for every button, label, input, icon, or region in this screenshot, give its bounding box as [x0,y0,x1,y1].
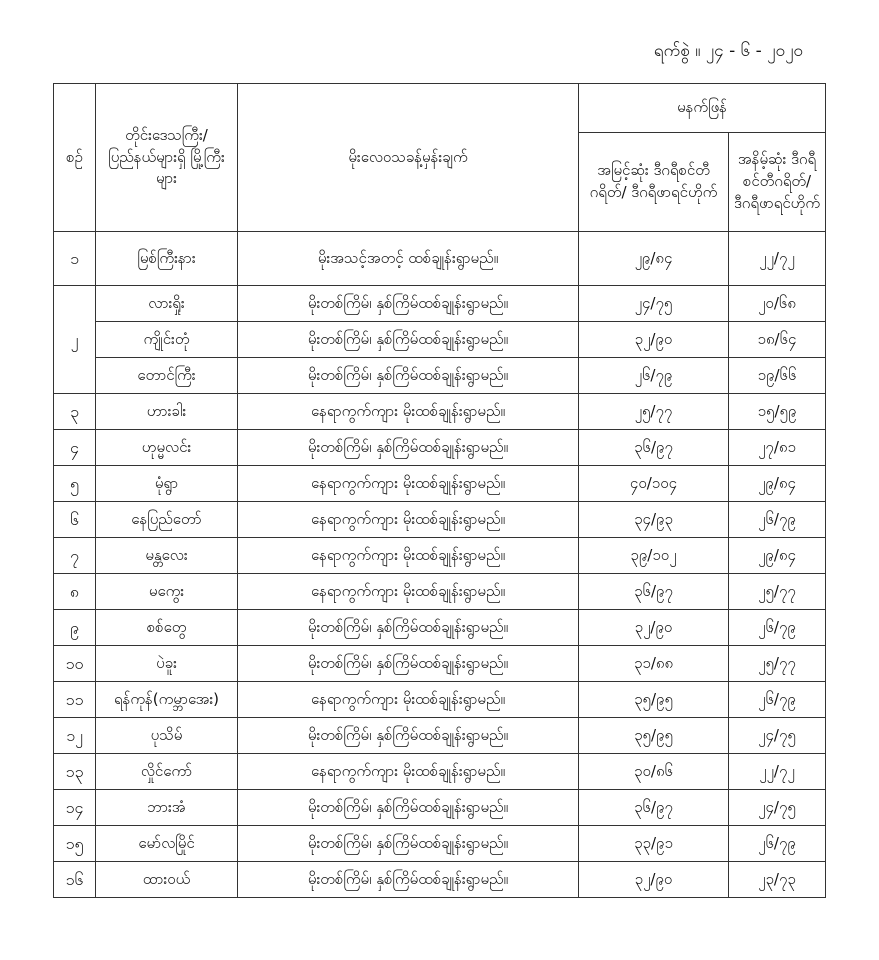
forecast-text: နေရာကွက်ကျား မိုးထစ်ချုန်းရွာမည်။ [238,754,579,790]
table-row [54,358,826,394]
max-temperature: ၃၂/၉၀ [579,322,729,358]
max-temperature: ၃၅/၉၅ [579,718,729,754]
table-row [54,862,826,898]
table-row [54,538,826,574]
row-number: ၁၂ [54,718,96,754]
header-max-temp: အမြင့်ဆုံး ဒီဂရီစင်တီဂရိတ်/ ဒီဂရီဖာရင်ဟိုက် [579,133,729,232]
max-temperature: ၃၄/၉၃ [579,502,729,538]
city-name: စစ်တွေ [96,610,238,646]
header-no: စဉ် [54,84,96,232]
row-number: ၁၅ [54,826,96,862]
min-temperature: ၂၆/၇၉ [729,826,826,862]
max-temperature: ၃၀/၈၆ [579,754,729,790]
row-number: ၅ [54,466,96,502]
city-name: ကျိုင်းတုံ [96,322,238,358]
max-temperature: ၄၀/၁၀၄ [579,466,729,502]
forecast-text: မိုးတစ်ကြိမ်၊ နှစ်ကြိမ်ထစ်ချုန်းရွာမည်။ [238,826,579,862]
max-temperature: ၃၆/၉၇ [579,790,729,826]
city-name: ပုသိမ် [96,718,238,754]
forecast-text: မိုးတစ်ကြိမ်၊ နှစ်ကြိမ်ထစ်ချုန်းရွာမည်။ [238,610,579,646]
min-temperature: ၂၅/၇၇ [729,574,826,610]
row-number: ၁၀ [54,646,96,682]
row-number: ၄ [54,430,96,466]
header-forecast: မိုးလေဝသခန့်မှန်းချက် [238,84,579,232]
table-row [54,610,826,646]
city-name: မန္တလေး [96,538,238,574]
max-temperature: ၃၆/၉၇ [579,574,729,610]
row-number: ၉ [54,610,96,646]
row-number: ၁၁ [54,682,96,718]
forecast-text: နေရာကွက်ကျား မိုးထစ်ချုန်းရွာမည်။ [238,502,579,538]
forecast-text: နေရာကွက်ကျား မိုးထစ်ချုန်းရွာမည်။ [238,682,579,718]
table-row [54,718,826,754]
min-temperature: ၂၆/၇၉ [729,682,826,718]
max-temperature: ၃၆/၉၇ [579,430,729,466]
table-row [54,790,826,826]
city-name: ဘားအံ [96,790,238,826]
min-temperature: ၁၅/၅၉ [729,394,826,430]
max-temperature: ၃၉/၁၀၂ [579,538,729,574]
forecast-text: မိုးအသင့်အတင့် ထစ်ချုန်းရွာမည်။ [238,232,579,286]
forecast-text: နေရာကွက်ကျား မိုးထစ်ချုန်းရွာမည်။ [238,466,579,502]
min-temperature: ၂၄/၇၅ [729,718,826,754]
row-number: ၁၃ [54,754,96,790]
city-name: လှိုင်ကော် [96,754,238,790]
forecast-text: မိုးတစ်ကြိမ်၊ နှစ်ကြိမ်ထစ်ချုန်းရွာမည်။ [238,358,579,394]
forecast-text: မိုးတစ်ကြိမ်၊ နှစ်ကြိမ်ထစ်ချုန်းရွာမည်။ [238,430,579,466]
document-date: ရက်စွဲ ။ ၂၄ - ၆ - ၂၀၂၀ [653,41,803,61]
min-temperature: ၂၄/၇၅ [729,790,826,826]
table-body [54,232,826,898]
forecast-text: နေရာကွက်ကျား မိုးထစ်ချုန်းရွာမည်။ [238,538,579,574]
city-name: မော်လမြိုင် [96,826,238,862]
table-row [54,232,826,286]
city-name: ထားဝယ် [96,862,238,898]
max-temperature: ၂၅/၇၇ [579,394,729,430]
max-temperature: ၂၄/၇၅ [579,286,729,322]
min-temperature: ၂၂/၇၂ [729,754,826,790]
header-city: တိုင်းဒေသကြီး/ ပြည်နယ်များရှိ မြို့ကြီးများ [96,84,238,232]
min-temperature: ၂၉/၈၄ [729,466,826,502]
max-temperature: ၃၂/၉၀ [579,862,729,898]
row-number: ၃ [54,394,96,430]
forecast-text: မိုးတစ်ကြိမ်၊ နှစ်ကြိမ်ထစ်ချုန်းရွာမည်။ [238,790,579,826]
table-row [54,466,826,502]
city-name: ဟုမ္မလင်း [96,430,238,466]
table-row [54,646,826,682]
row-number: ၁ [54,232,96,286]
max-temperature: ၃၃/၉၁ [579,826,729,862]
min-temperature: ၂၆/၇၉ [729,502,826,538]
forecast-text: မိုးတစ်ကြိမ်၊ နှစ်ကြိမ်ထစ်ချုန်းရွာမည်။ [238,718,579,754]
row-number: ၁၄ [54,790,96,826]
forecast-text: မိုးတစ်ကြိမ်၊ နှစ်ကြိမ်ထစ်ချုန်းရွာမည်။ [238,286,579,322]
table-row [54,286,826,322]
table-row [54,574,826,610]
row-number: ၈ [54,574,96,610]
forecast-text: မိုးတစ်ကြိမ်၊ နှစ်ကြိမ်ထစ်ချုန်းရွာမည်။ [238,646,579,682]
max-temperature: ၃၁/၈၈ [579,646,729,682]
max-temperature: ၃၅/၉၅ [579,682,729,718]
table-row [54,430,826,466]
row-number: ၂ [54,286,96,394]
table-row [54,754,826,790]
city-name: မကွေး [96,574,238,610]
table-row [54,394,826,430]
max-temperature: ၃၂/၉၀ [579,610,729,646]
forecast-text: မိုးတစ်ကြိမ်၊ နှစ်ကြိမ်ထစ်ချုန်းရွာမည်။ [238,862,579,898]
forecast-text: နေရာကွက်ကျား မိုးထစ်ချုန်းရွာမည်။ [238,394,579,430]
city-name: မြစ်ကြီးနား [96,232,238,286]
weather-forecast-table [53,83,826,898]
min-temperature: ၂၂/၇၂ [729,232,826,286]
row-number: ၇ [54,538,96,574]
min-temperature: ၂၉/၈၄ [729,538,826,574]
min-temperature: ၂၃/၇၃ [729,862,826,898]
min-temperature: ၁၉/၆၆ [729,358,826,394]
table-row [54,322,826,358]
min-temperature: ၂၇/၈၁ [729,430,826,466]
min-temperature: ၂၅/၇၇ [729,646,826,682]
city-name: မုံရွာ [96,466,238,502]
row-number: ၁၆ [54,862,96,898]
min-temperature: ၂၆/၇၉ [729,610,826,646]
city-name: ရန်ကုန်(ကမ္ဘာအေး) [96,682,238,718]
city-name: တောင်ကြီး [96,358,238,394]
max-temperature: ၂၉/၈၄ [579,232,729,286]
min-temperature: ၁၈/၆၄ [729,322,826,358]
table-row [54,682,826,718]
table-row [54,502,826,538]
row-number: ၆ [54,502,96,538]
forecast-text: နေရာကွက်ကျား မိုးထစ်ချုန်းရွာမည်။ [238,574,579,610]
max-temperature: ၂၆/၇၉ [579,358,729,394]
city-name: ဟားခါး [96,394,238,430]
header-min-temp: အနိမ့်ဆုံး ဒီဂရီစင်တီဂရိတ်/ ဒီဂရီဖာရင်ဟိုက် [729,133,826,232]
header-tomorrow: မနက်ဖြန် [579,84,826,133]
forecast-text: မိုးတစ်ကြိမ်၊ နှစ်ကြိမ်ထစ်ချုန်းရွာမည်။ [238,322,579,358]
city-name: နေပြည်တော် [96,502,238,538]
city-name: လားရှိုး [96,286,238,322]
table-row [54,826,826,862]
min-temperature: ၂၀/၆၈ [729,286,826,322]
city-name: ပဲခူး [96,646,238,682]
